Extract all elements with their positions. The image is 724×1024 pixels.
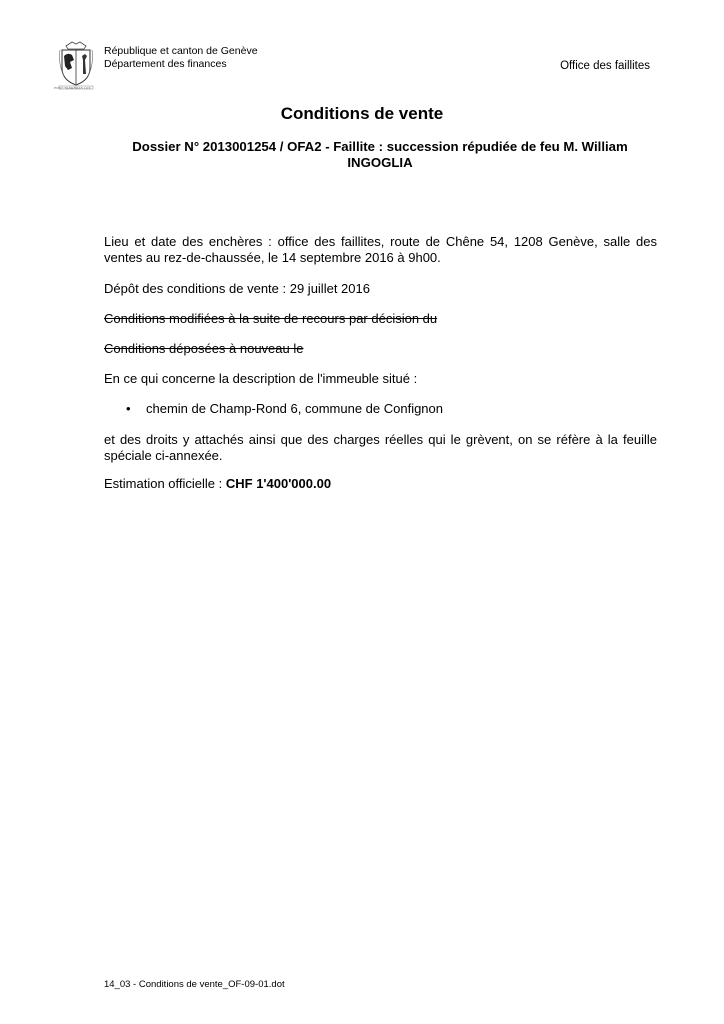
dossier-subtitle: Dossier N° 2013001254 / OFA2 - Faillite : succession répudiée de feu M. William INGOGLIA [132,139,628,170]
org-line-1: République et canton de Genève [104,45,258,57]
modifiees-paragraph: Conditions modifiées à la suite de recours par décision du [104,311,438,326]
crest-motto: POST TENEBRAS LUX [54,86,91,90]
estimation-value: CHF 1'400'000.00 [225,476,332,491]
header-office: Office des faillites [560,60,650,72]
org-line-2: Département des finances [104,58,227,70]
droits-paragraph: et des droits y attachés ainsi que des charges réelles qui le grèvent, on se réfère à la feuille spéciale ci-annexée. [104,432,657,463]
bullet-icon: • [126,401,131,416]
geneva-coat-of-arms-icon [56,40,96,90]
estimation-paragraph [104,476,657,492]
bullet-text: chemin de Champ-Rond 6, commune de Confignon [146,401,444,416]
depot-paragraph: Dépôt des conditions de vente : 29 juillet 2016 [104,281,370,296]
header-organisation [104,45,258,71]
estimation-label: Estimation officielle : [104,476,226,491]
description-intro: En ce qui concerne la description de l'immeuble situé : [104,371,418,386]
deposees-paragraph: Conditions déposées à nouveau le [104,341,304,356]
footer-filename: 14_03 - Conditions de vente_OF-09-01.dot [104,979,285,990]
lieu-paragraph: Lieu et date des enchères : office des faillites, route de Chêne 54, 1208 Genève, salle des ventes au rez-de-chaussée, le 14 septembre 2016 à 9h00. [104,234,657,265]
list-item [126,401,443,417]
document-title: Conditions de vente [280,104,444,123]
